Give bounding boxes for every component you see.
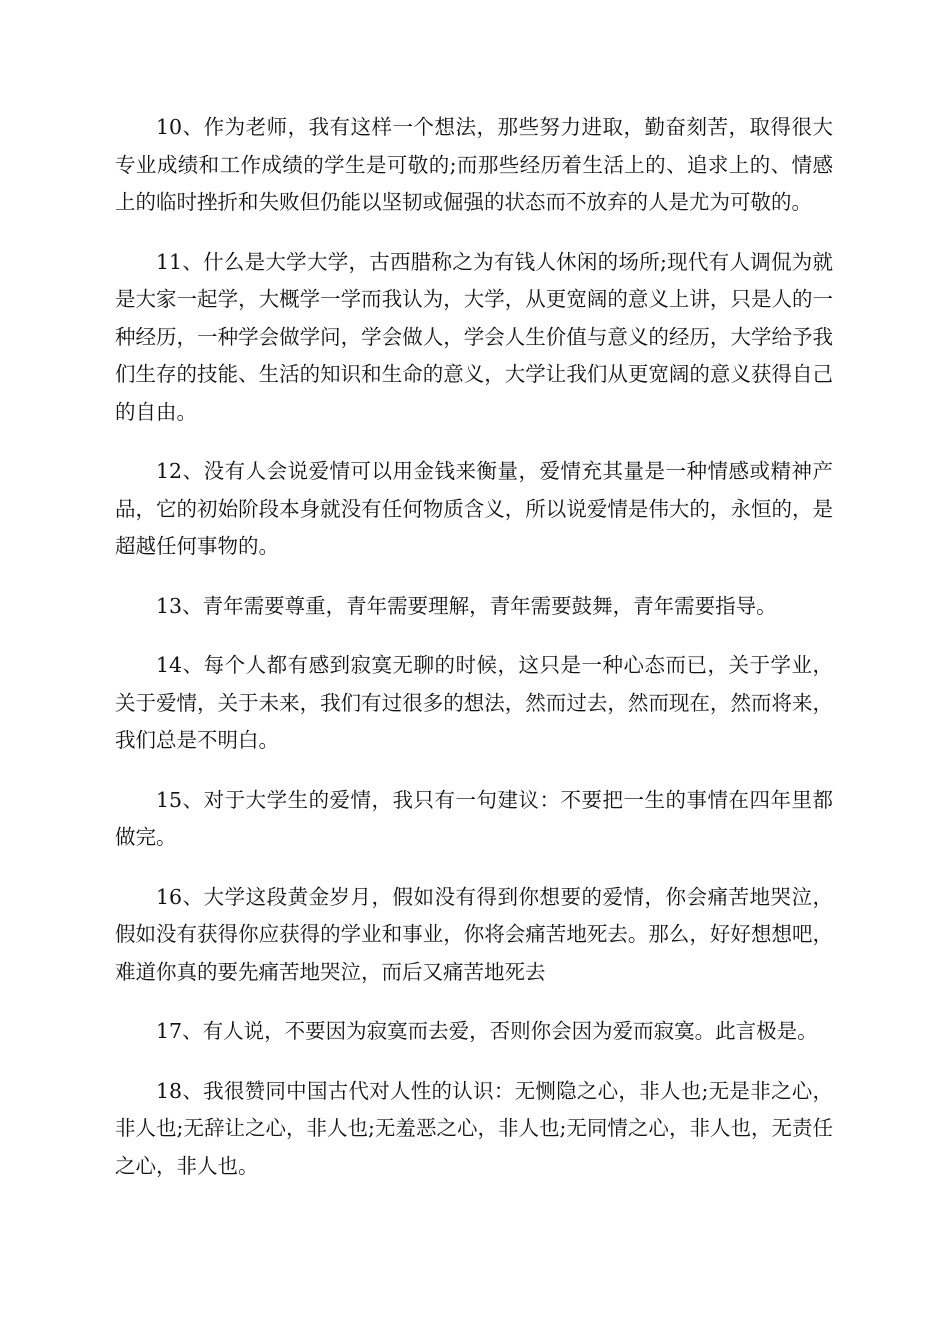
paragraph-12: 12、没有人会说爱情可以用金钱来衡量，爱情充其量是一种情感或精神产品，它的初始阶段本身就没有任何物质含义，所以说爱情是伟大的，永恒的，是超越任何事物的。 [115, 459, 833, 558]
paragraph-17: 17、有人说，不要因为寂寞而去爱，否则你会因为爱而寂寞。此言极是。 [156, 1019, 818, 1043]
paragraph-14: 14、每个人都有感到寂寞无聊的时候，这只是一种心态而已，关于学业，关于爱情，关于未来，我们有过很多的想法，然而过去，然而现在，然而将来，我们总是不明白。 [115, 653, 833, 752]
paragraph-18: 18、我很赞同中国古代对人性的认识：无恻隐之心，非人也;无是非之心，非人也;无辞让之心，非人也;无羞恶之心，非人也;无同情之心，非人也，无责任之心，非人也。 [115, 1078, 833, 1178]
paragraph-13: 13、青年需要尊重，青年需要理解，青年需要鼓舞，青年需要指导。 [156, 593, 777, 618]
document-body [115, 109, 833, 1207]
paragraph-11: 11、什么是大学大学，古西腊称之为有钱人休闲的场所;现代有人调侃为就是大家一起学，大概学一学而我认为，大学，从更宽阔的意义上讲，只是人的一种经历，一种学会做学问，学会做人，学会人生价值与意义的经历，大学给予我们生存的技能、生活的知识和生命的意义，大学让我们从更宽阔的意义获得自己的自由。 [115, 249, 833, 424]
paragraph-10: 10、作为老师，我有这样一个想法，那些努力进取，勤奋刻苦，取得很大专业成绩和工作成绩的学生是可敬的;而那些经历着生活上的、追求上的、情感上的临时挫折和失败但仍能以坚韧或倔强的状态而不放弃的人是尤为可敬的。 [115, 115, 833, 214]
paragraph-16: 16、大学这段黄金岁月，假如没有得到你想要的爱情，你会痛苦地哭泣，假如没有获得你应获得的学业和事业，你将会痛苦地死去。那么，好好想想吧，难道你真的要先痛苦地哭泣，而后又痛苦地死去 [115, 884, 833, 984]
paragraph-15: 15、对于大学生的爱情，我只有一句建议：不要把一生的事情在四年里都做完。 [115, 787, 833, 849]
